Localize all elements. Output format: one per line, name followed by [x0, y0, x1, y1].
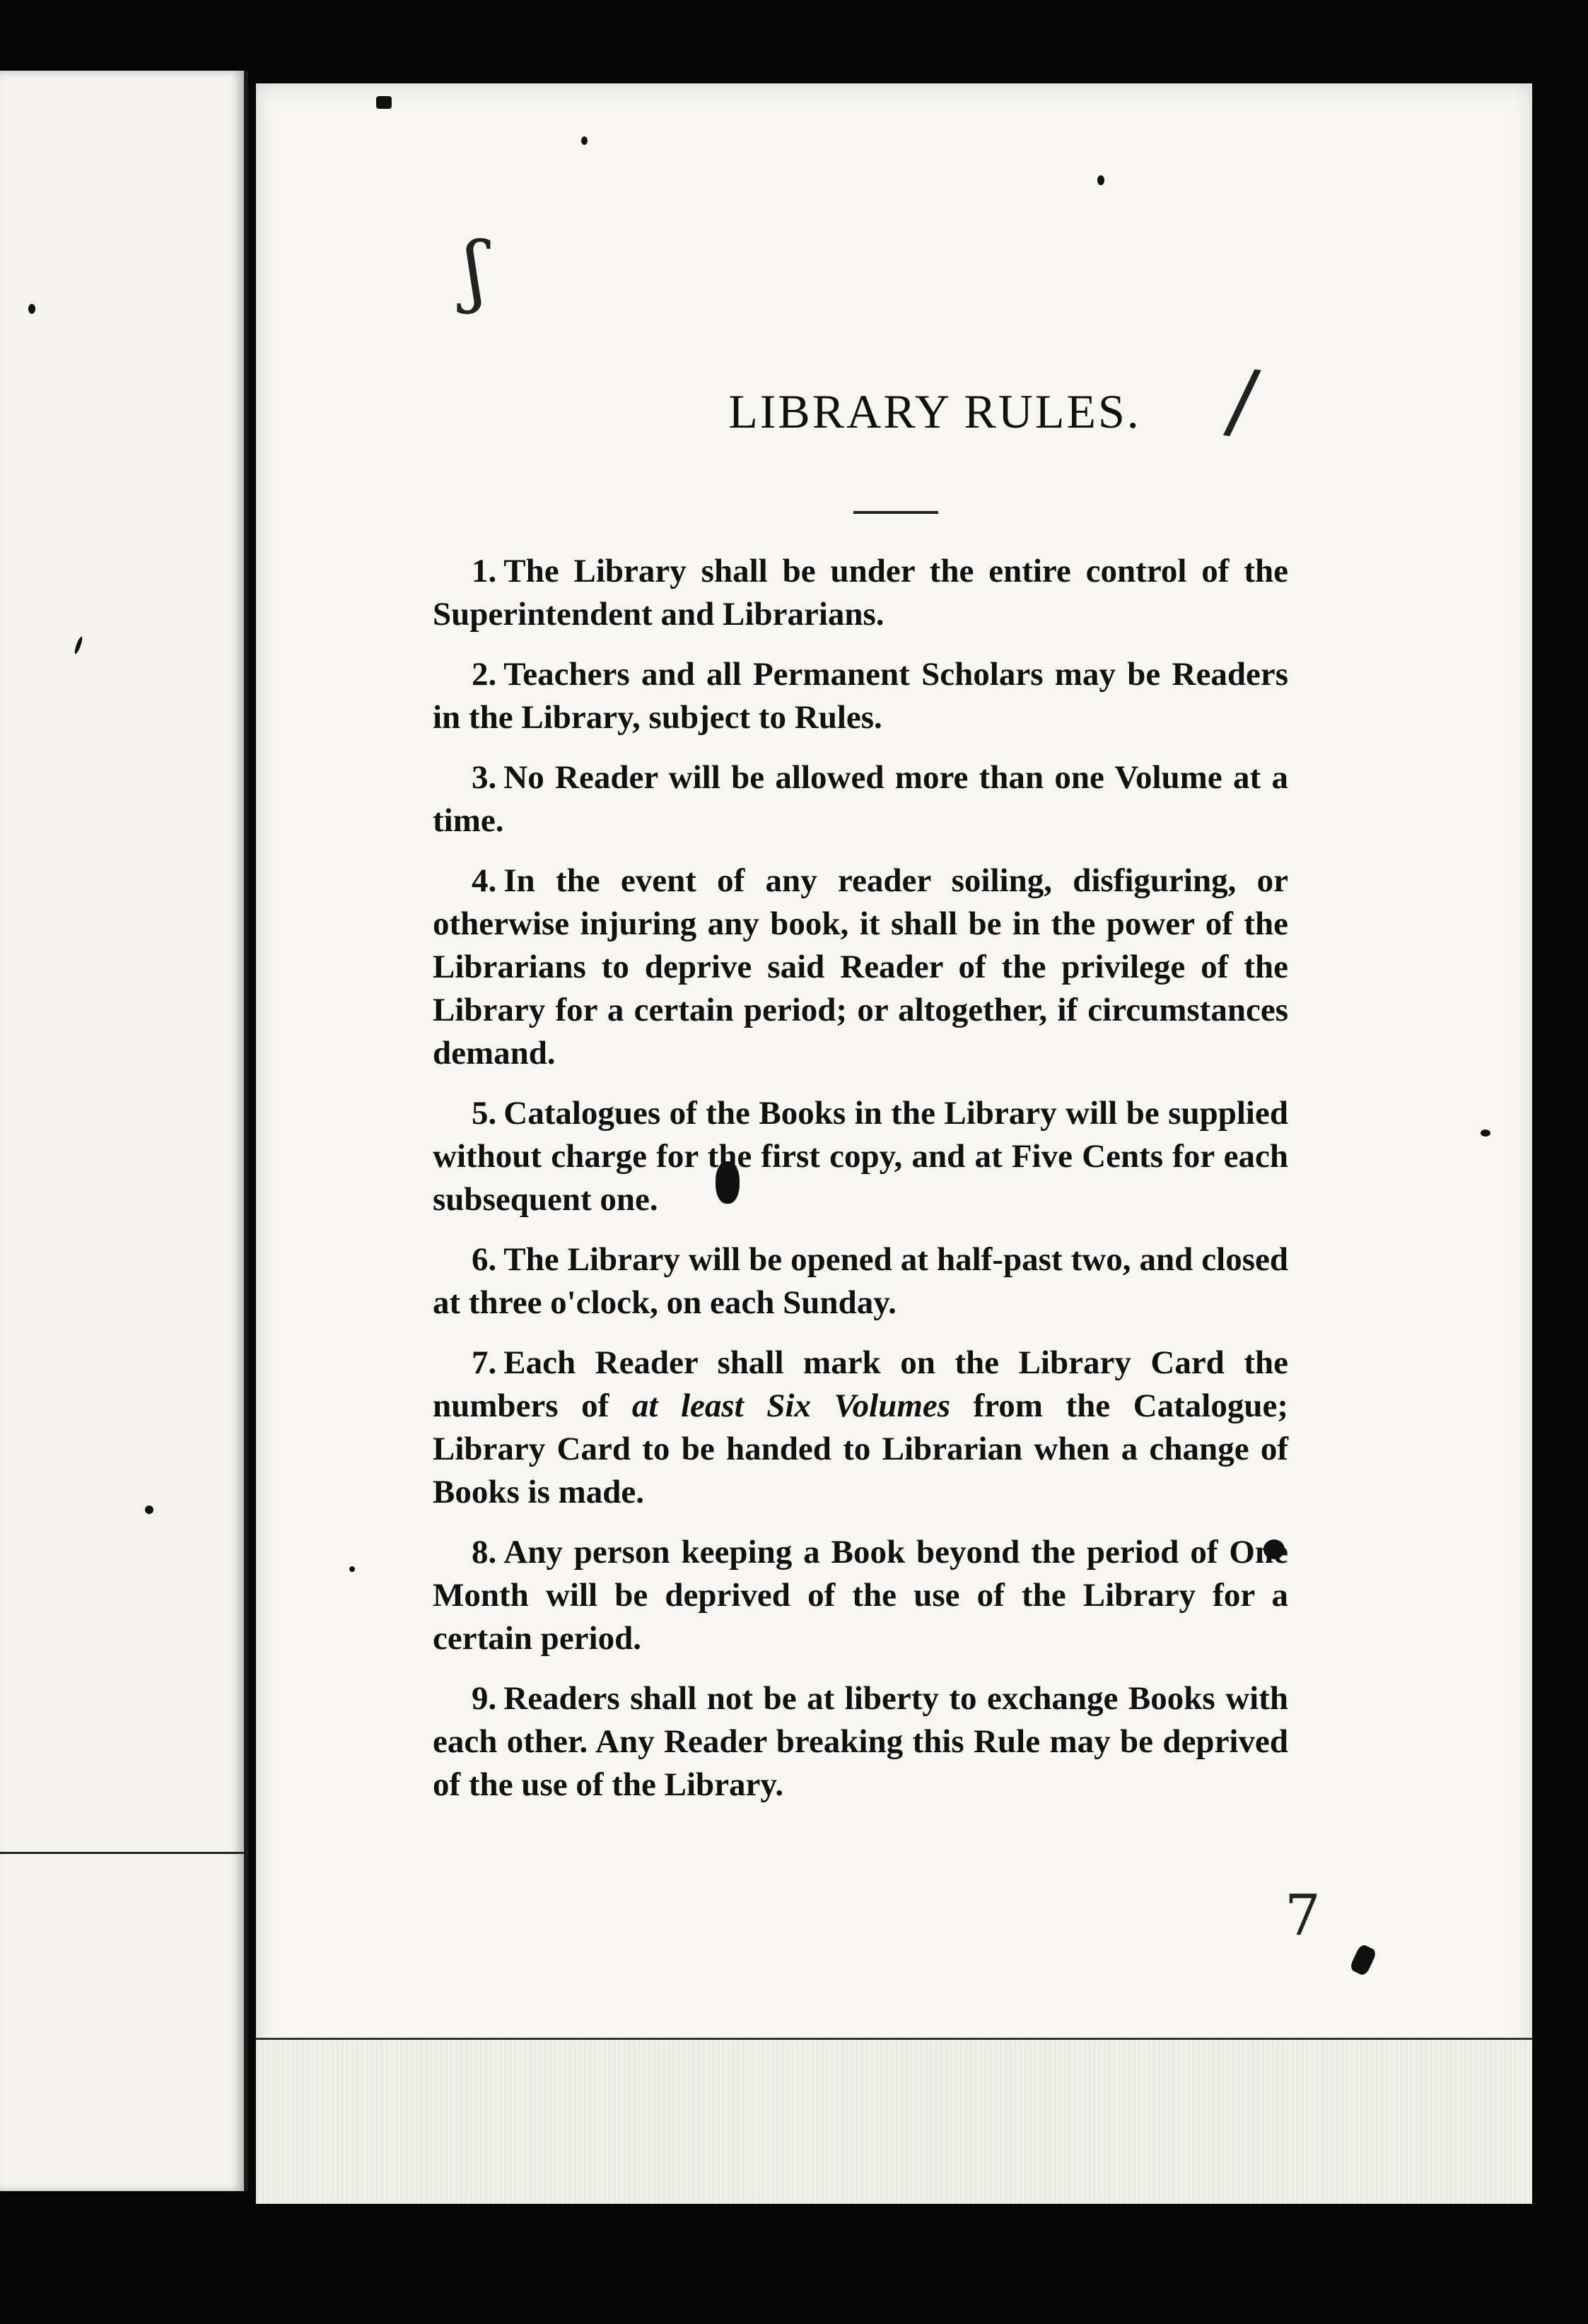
rule-text: Teachers and all Permanent Scholars may be Readers in the Library, subject to Rules.	[433, 656, 1288, 736]
rule-text: No Reader will be allowed more than one Volume at a time.	[433, 759, 1288, 839]
rule-number: 8.	[472, 1534, 497, 1571]
ink-speck	[349, 1566, 355, 1572]
ink-speck	[145, 1506, 153, 1514]
previous-page-edge	[0, 71, 248, 2191]
rule-number: 2.	[472, 656, 497, 693]
ink-speck	[1097, 175, 1104, 185]
rule-item	[433, 653, 1288, 739]
rule-number: 9.	[472, 1680, 497, 1717]
rule-item	[433, 859, 1288, 1075]
ink-speck	[74, 636, 84, 655]
rule-number: 3.	[472, 759, 497, 796]
handwritten-mark: /	[1221, 350, 1263, 452]
rule-text: from the Catalogue; Library Card to be handed to Librarian when a change of Books is made.	[433, 1387, 1288, 1510]
rule-number: 4.	[472, 862, 497, 899]
ink-speck	[28, 304, 35, 314]
rule-text: Each Reader shall mark on the Library Card the numbers of	[433, 1344, 1288, 1424]
rule-item	[433, 550, 1288, 636]
ink-blot	[1349, 1943, 1377, 1976]
rule-number: 1.	[472, 553, 497, 589]
rule-text: Readers shall not be at liberty to exchange Books with each other. Any Reader breaking this Rule may be deprived of the use of the Library.	[433, 1680, 1288, 1803]
rule-item	[433, 756, 1288, 843]
page-divider-line	[0, 1852, 244, 1854]
rule-text: Catalogues of the Books in the Library will be supplied without charge for the first copy, and at Five Cents for each subsequent one.	[433, 1095, 1288, 1218]
rule-item	[433, 1092, 1288, 1221]
rule-item	[433, 1677, 1288, 1807]
handwritten-mark: 7	[1285, 1882, 1321, 1948]
rule-text: The Library shall be under the entire control of the Superintendent and Librarians.	[433, 553, 1288, 633]
page-title: LIBRARY RULES.	[728, 385, 1141, 438]
rule-item	[433, 1238, 1288, 1325]
rules-list	[433, 550, 1288, 1824]
document-page	[256, 83, 1532, 2204]
ink-speck	[376, 96, 392, 109]
rule-number: 7.	[472, 1344, 497, 1381]
title-rule	[853, 511, 938, 514]
rule-text: Any person keeping a Book beyond the period of One Month will be deprived of the use of the Library for a certain period.	[433, 1534, 1288, 1657]
rule-text-italic: at least Six Volumes	[631, 1387, 951, 1424]
rule-text: In the event of any reader soiling, disfiguring, or otherwise injuring any book, it shall be in the power of the Librarians to deprive said Reader of the privilege of the Library for a certain period; or altogether, if circumstances demand.	[433, 862, 1288, 1072]
rule-number: 6.	[472, 1241, 497, 1278]
page-bottom-margin	[256, 2040, 1532, 2204]
rule-item	[433, 1342, 1288, 1514]
ink-speck	[581, 136, 588, 145]
handwritten-mark: ʃ	[465, 225, 486, 315]
ink-speck	[1481, 1129, 1490, 1137]
rule-text: The Library will be opened at half-past two, and closed at three o'clock, on each Sunday.	[433, 1241, 1288, 1321]
rule-number: 5.	[472, 1095, 497, 1132]
rule-item	[433, 1531, 1288, 1660]
